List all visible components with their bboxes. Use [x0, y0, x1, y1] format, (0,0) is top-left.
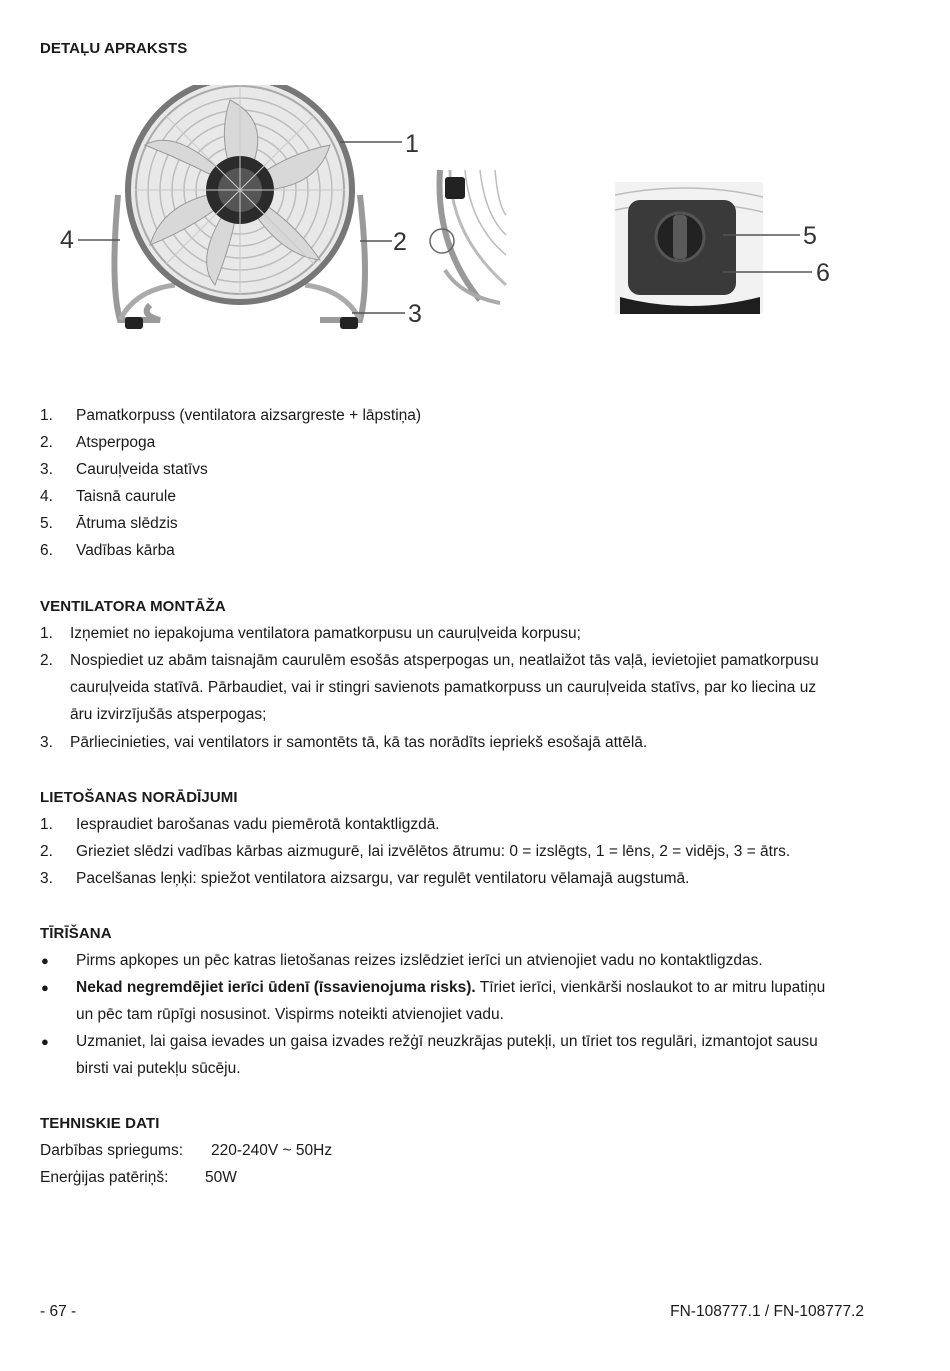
usage-item-number: 2. [40, 843, 53, 860]
bullet-icon: ● [41, 1034, 49, 1049]
assembly-item-text: Nospiediet uz abām taisnajām caurulēm esošās atsperpogas un, neatlaižot tās vaļā, ievietojiet pamatkorpusu [70, 652, 819, 669]
usage-item-number: 1. [40, 816, 53, 833]
usage-item-number: 3. [40, 870, 53, 887]
assembly-item-number: 1. [40, 625, 53, 642]
assembly-item-text: cauruļveida statīvā. Pārbaudiet, vai ir stingri savienots pamatkorpuss un cauruļveida statīvs, par ko liecina uz [70, 679, 817, 696]
parts-item-text: Pamatkorpuss (ventilatora aizsargreste + lāpstiņa) [76, 407, 422, 424]
model-number: FN-108777.1 / FN-108777.2 [670, 1303, 864, 1320]
page-number: - 67 - [40, 1303, 77, 1320]
warning-bold-text: Nekad negremdējiet ierīci ūdenī (īssavienojuma risks). [76, 979, 476, 996]
usage-item-text: Pacelšanas leņķi: spiežot ventilatora aizsargu, var regulēt ventilatoru vēlamajā augstumā. [76, 870, 690, 887]
parts-item-number: 1. [40, 407, 53, 424]
parts-item-text: Atsperpoga [76, 434, 156, 451]
fan-illustration [40, 85, 860, 355]
cleaning-text: birsti vai putekļu sūcēju. [76, 1060, 241, 1077]
callout-5: 5 [803, 222, 817, 250]
cleaning-text: Pirms apkopes un pēc katras lietošanas reizes izslēdziet ierīci un atvienojiet vadu no kontaktligzdas. [76, 952, 763, 969]
parts-item-text: Cauruļveida statīvs [76, 461, 208, 478]
callout-4: 4 [60, 226, 74, 254]
cleaning-text-warning [76, 974, 825, 1001]
bullet-icon: ● [41, 953, 49, 968]
assembly-item-text: Pārliecinieties, vai ventilators ir samontēts tā, kā tas norādīts iepriekš esošajā attēlā. [70, 734, 648, 751]
parts-item-number: 2. [40, 434, 53, 451]
cleaning-text: Uzmaniet, lai gaisa ievades un gaisa izvades režģī neuzkrājas putekļi, un tīriet tos regulāri, izmantojot sausu [76, 1033, 818, 1050]
heading-assembly: VENTILATORA MONTĀŽA [40, 598, 226, 615]
heading-parts: DETAĻU APRAKSTS [40, 40, 188, 57]
control-box-detail [615, 182, 763, 314]
assembly-item-text: Izņemiet no iepakojuma ventilatora pamatkorpusu un cauruļveida korpusu; [70, 625, 581, 642]
heading-specs: TEHNISKIE DATI [40, 1115, 160, 1132]
parts-item-number: 6. [40, 542, 53, 559]
parts-item-text: Ātruma slēdzis [76, 515, 178, 532]
parts-item-text: Vadības kārba [76, 542, 175, 559]
assembly-item-number: 2. [40, 652, 53, 669]
cleaning-text: un pēc tam rūpīgi nosusinot. Vispirms noteikti atvienojiet vadu. [76, 1006, 504, 1023]
fan-diagram [40, 85, 860, 355]
callout-1: 1 [405, 130, 419, 158]
parts-item-number: 5. [40, 515, 53, 532]
parts-item-number: 3. [40, 461, 53, 478]
heading-usage: LIETOŠANAS NORĀDĪJUMI [40, 789, 238, 806]
usage-item-text: Iespraudiet barošanas vadu piemērotā kontaktligzdā. [76, 816, 440, 833]
heading-cleaning: TĪRĪŠANA [40, 925, 112, 942]
bullet-icon: ● [41, 980, 49, 995]
assembly-item-number: 3. [40, 734, 53, 751]
spec-voltage-value: 220-240V ~ 50Hz [211, 1142, 333, 1159]
parts-item-number: 4. [40, 488, 53, 505]
spec-power-value: 50W [205, 1169, 237, 1186]
callout-6: 6 [816, 259, 830, 287]
fan-side-detail [430, 170, 506, 303]
callout-3: 3 [408, 300, 422, 328]
usage-item-text: Grieziet slēdzi vadības kārbas aizmugurē, lai izvēlētos ātrumu: 0 = izslēgts, 1 = lēns, 2 = vidējs, 3 = ātrs. [76, 843, 791, 860]
spec-voltage-label: Darbības spriegums: [40, 1142, 184, 1159]
parts-item-text: Taisnā caurule [76, 488, 176, 505]
spec-power-label: Enerģijas patēriņš: [40, 1169, 169, 1186]
callout-2: 2 [393, 228, 407, 256]
cleaning-text: Tīriet ierīci, vienkārši noslaukot to ar mitru lupatiņu [475, 979, 826, 996]
fan-front-view [114, 85, 365, 329]
assembly-item-text: āru izvirzījušās atsperpogas; [70, 706, 267, 723]
